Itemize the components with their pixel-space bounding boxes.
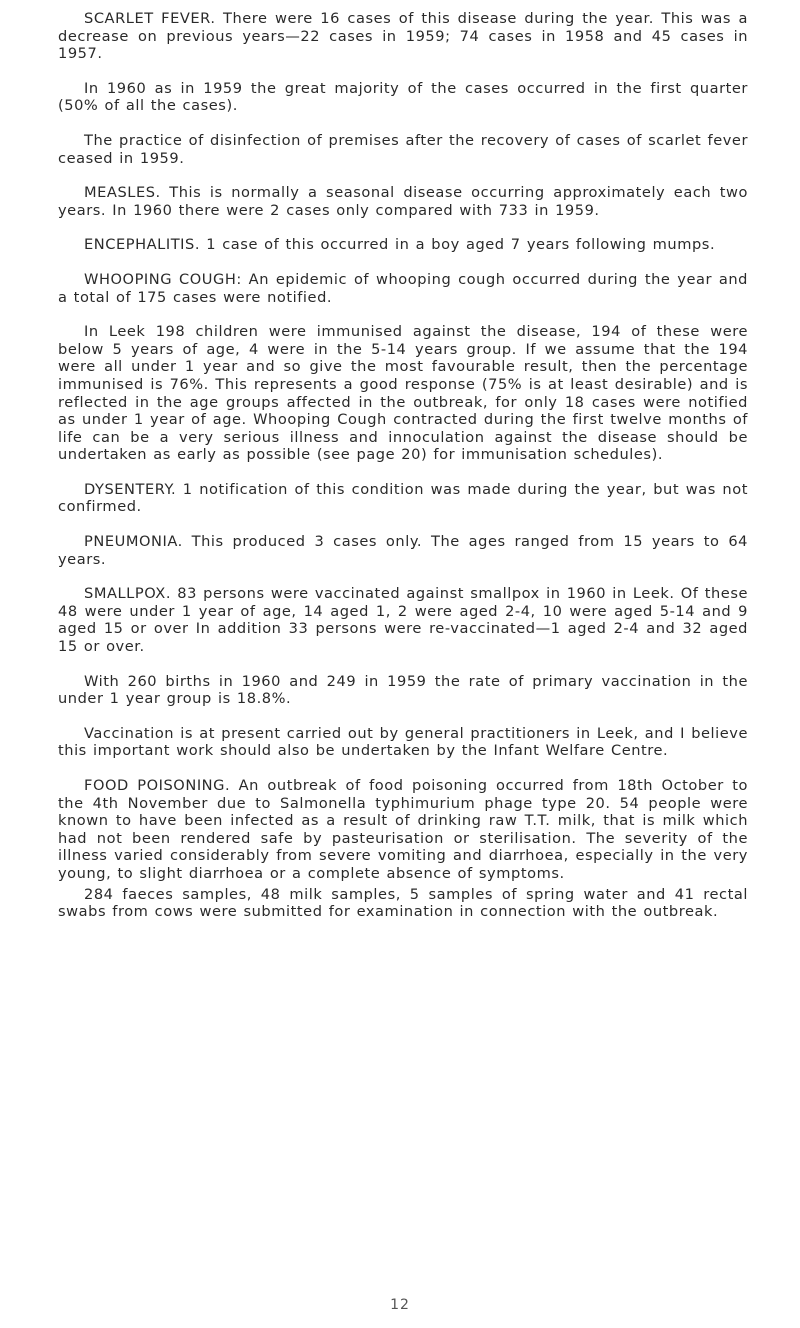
paragraph-scarlet-fever: SCARLET FEVER. There were 16 cases of this disease during the year. This was a decrease on previous years—22 cases in 1959; 74 cases in 1958 and 45 cases in 1957. xyxy=(58,10,748,63)
paragraph-pneumonia: PNEUMONIA. This produced 3 cases only. The ages ranged from 15 years to 64 years. xyxy=(58,533,748,568)
paragraph-smallpox: SMALLPOX. 83 persons were vaccinated against smallpox in 1960 in Leek. Of these 48 were under 1 year of age, 14 aged 1, 2 were aged 2-4, 10 were aged 5-14 and 9 aged 15 or over In addition 33 persons were re-vaccinated—1 aged 2-4 and 32 aged 15 or over. xyxy=(58,585,748,656)
paragraph-scarlet-fever-quarter: In 1960 as in 1959 the great majority of the cases occurred in the first quarter (50% of all the cases). xyxy=(58,79,748,115)
paragraph-measles: MEASLES. This is normally a seasonal disease occurring approximately each two years. In 1960 there were 2 cases only compared with 733 in 1959. xyxy=(58,184,748,219)
paragraph-whooping-cough: WHOOPING COUGH: An epidemic of whooping cough occurred during the year and a total of 175 cases were notified. xyxy=(58,270,748,306)
document-page xyxy=(58,10,748,921)
paragraph-disinfection: The practice of disinfection of premises after the recovery of cases of scarlet fever ceased in 1959. xyxy=(58,131,748,167)
paragraph-dysentery: DYSENTERY. 1 notification of this condition was made during the year, but was not confirmed. xyxy=(58,480,748,516)
paragraph-immunisation: In Leek 198 children were immunised against the disease, 194 of these were below 5 years of age, 4 were in the 5-14 years group. If we assume that the 194 were all under 1 year and so give the most favourable result, then the percentage immunised is 76%. This represents a good response (75% is at least desirable) and is reflected in the age groups affected in the outbreak, for only 18 cases were notified as under 1 year of age. Whooping Cough contracted during the first twelve months of life can be a very serious illness and innoculation against the disease should be undertaken as early as possible (see page 20) for immunisation schedules). xyxy=(58,323,748,464)
paragraph-samples: 284 faeces samples, 48 milk samples, 5 samples of spring water and 41 rectal swabs from cows were submitted for examination in connection with the outbreak. xyxy=(58,885,748,921)
paragraph-vaccination-practice: Vaccination is at present carried out by general practitioners in Leek, and I believe this important work should also be undertaken by the Infant Welfare Centre. xyxy=(58,724,748,760)
page-number: 12 xyxy=(390,1297,410,1313)
paragraph-encephalitis: ENCEPHALITIS. 1 case of this occurred in a boy aged 7 years following mumps. xyxy=(84,236,716,254)
paragraph-food-poisoning: FOOD POISONING. An outbreak of food poisoning occurred from 18th October to the 4th November due to Salmonella typhimurium phage type 20. 54 people were known to have been infected as a result of drinking raw T.T. milk, that is milk which had not been rendered safe by pasteurisation or sterilisation. The severity of the illness varied considerably from severe vomiting and diarrhoea, especially in the very young, to slight diarrhoea or a complete absence of symptoms. xyxy=(58,777,748,882)
paragraph-vaccination-rate: With 260 births in 1960 and 249 in 1959 the rate of primary vaccination in the under 1 year group is 18.8%. xyxy=(58,672,748,708)
